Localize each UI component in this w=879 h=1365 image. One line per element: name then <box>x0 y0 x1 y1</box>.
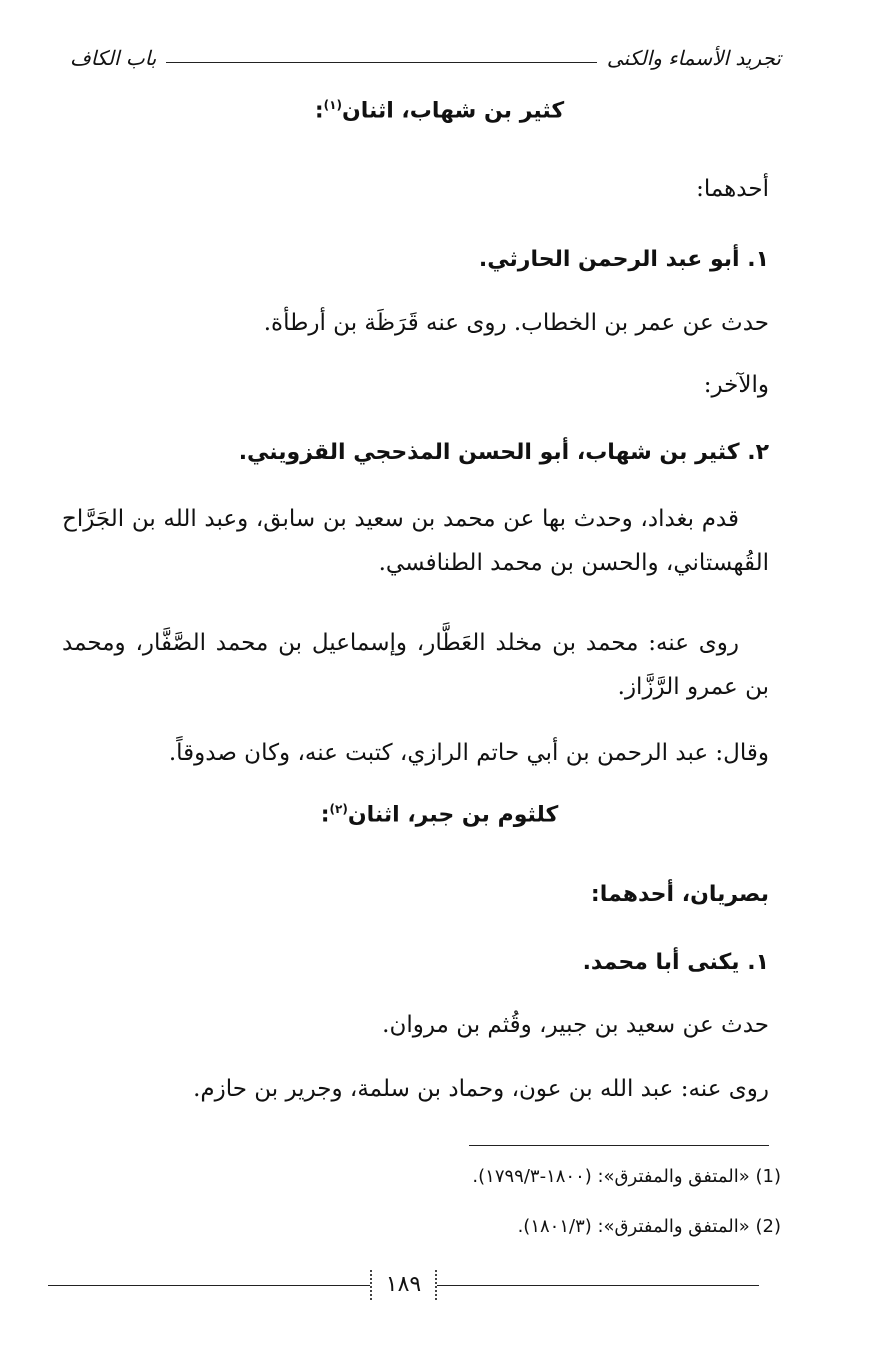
heading-colon: : <box>314 98 324 124</box>
heading-text: كثير بن شهاب، اثنان <box>341 98 565 124</box>
footnote-text: «المتفق والمفترق»: (١٨٠١/٣). <box>517 1216 750 1237</box>
section-heading-kulthum <box>0 802 879 827</box>
footnote-1 <box>472 1166 781 1187</box>
basriyan-label: بصريان، أحدهما: <box>590 882 769 907</box>
section-heading-kathir <box>0 98 879 123</box>
entry2-paragraph-1: قدم بغداد، وحدث بها عن محمد بن سعيد بن سابق، وعبد الله بن الجَرَّاح القُهستاني، والحسن بن محمد الطنافسي. <box>62 506 769 576</box>
running-header <box>70 38 781 78</box>
entry2-title: ٢. كثير بن شهاب، أبو الحسن المذحجي القزويني. <box>238 440 769 465</box>
footer-rule-left <box>48 1285 370 1286</box>
footer-rule-right <box>437 1285 759 1286</box>
entry1-text: حدث عن عمر بن الخطاب. روى عنه قَرَظَة بن أرطأة. <box>263 310 769 336</box>
entry3-text-1: حدث عن سعيد بن جبير، وقُثم بن مروان. <box>382 1012 769 1038</box>
footnote-text: «المتفق والمفترق»: (١٨٠٠-١٧٩٩/٣). <box>472 1166 750 1187</box>
entry2-paragraph-3: وقال: عبد الرحمن بن أبي حاتم الرازي، كتبت عنه، وكان صدوقاً. <box>168 740 769 766</box>
book-title: تجريد الأسماء والكنى <box>606 46 781 70</box>
entry2-paragraph-2: روى عنه: محمد بن مخلد العَطَّار، وإسماعيل بن محمد الصَّفَّار، ومحمد بن عمرو الرَّزَّاز. <box>62 630 769 700</box>
chapter-title: باب الكاف <box>70 46 157 70</box>
entry1-title: ١. أبو عبد الرحمن الحارثي. <box>478 247 769 272</box>
footnote-mark: (1) <box>755 1166 781 1187</box>
footnote-mark: (2) <box>755 1216 781 1237</box>
footnote-ref-1: (١) <box>323 98 342 112</box>
heading-colon: : <box>320 802 330 828</box>
page-number: ١٨٩ <box>370 1270 437 1300</box>
footnote-ref-2: (٢) <box>329 802 348 816</box>
ahaduhuma-label: أحدهما: <box>696 176 769 202</box>
header-rule <box>166 62 596 63</box>
heading-text: كلثوم بن جبر، اثنان <box>347 802 559 828</box>
page-footer <box>48 1270 759 1300</box>
entry3-text-2: روى عنه: عبد الله بن عون، وحماد بن سلمة، وجرير بن حازم. <box>193 1076 769 1102</box>
footnote-2 <box>518 1216 781 1237</box>
footnote-separator <box>469 1145 769 1146</box>
al-akhar-label: والآخر: <box>703 372 769 398</box>
entry3-title: ١. يكنى أبا محمد. <box>582 950 769 975</box>
